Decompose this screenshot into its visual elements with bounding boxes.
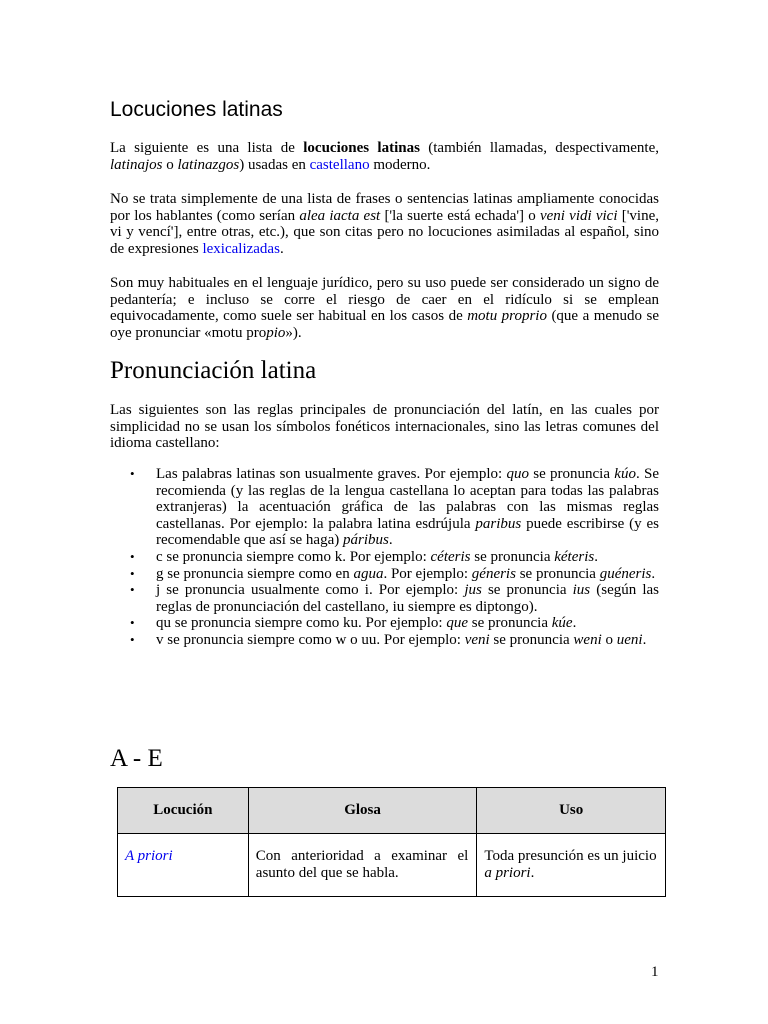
table-header-row — [118, 788, 666, 834]
text: No se trata simplemente de una lista de frases o sentencias latinas ampliamente conocidas por los hablantes (como serían — [110, 191, 659, 224]
text: o — [162, 156, 178, 173]
bullet-icon: • — [130, 565, 135, 581]
text: (también llamadas, despectivamente, — [419, 140, 659, 156]
table-row — [118, 834, 666, 897]
pronunciation-rules-list — [110, 466, 659, 649]
text: »). — [285, 324, 302, 341]
section-intro-paragraph — [110, 402, 659, 452]
text: Las palabras latinas son usualmente graves. Por ejemplo: — [156, 466, 507, 482]
italic-term: ueni — [616, 631, 643, 648]
italic-term: paribus — [475, 515, 522, 532]
italic-term: agua — [353, 565, 384, 582]
italic-term: pio — [266, 324, 286, 341]
italic-term: quo — [506, 466, 529, 482]
text: (que a menudo se oye pronunciar «motu pro — [110, 308, 659, 341]
section-heading-a-e: A - E — [110, 745, 163, 772]
text: moderno. — [369, 156, 431, 173]
column-header-glosa: Glosa — [248, 788, 477, 834]
list-item — [110, 466, 659, 549]
text: se pronuncia — [528, 466, 615, 482]
locuciones-table — [117, 787, 666, 897]
link-lexicalizadas[interactable]: lexicalizadas — [202, 240, 280, 257]
bullet-icon: • — [130, 548, 135, 564]
section-heading-pronunciacion: Pronunciación latina — [110, 357, 317, 384]
bold-term: locuciones latinas — [303, 140, 420, 156]
italic-term: jus — [464, 582, 482, 599]
text: v se pronuncia siempre como w o uu. Por ejemplo: — [156, 631, 465, 648]
text: . Se recomienda (y las reglas de la lengua castellana lo aceptan para todas las palabras extranjeras) la acentuación gráfica de las palabras con las mismas reglas castellanas. Por ejemplo: la palabra latina esdrújula — [156, 466, 660, 532]
italic-term: a priori — [484, 865, 531, 881]
bullet-icon: • — [130, 631, 135, 647]
text: . — [530, 865, 535, 881]
text: ) usadas en — [239, 156, 310, 173]
column-header-locucion: Locución — [118, 788, 249, 834]
text: La siguiente es una lista de — [110, 140, 304, 156]
italic-term: kúe — [551, 615, 573, 632]
italic-term: kúo — [614, 466, 636, 482]
paragraph-2 — [110, 191, 659, 257]
text: se pronuncia — [481, 582, 573, 599]
cell-glosa: Con anterioridad a examinar el asunto del que se habla. — [248, 834, 477, 897]
text: Toda presunción es un juicio — [484, 848, 657, 864]
italic-term: céteris — [430, 548, 471, 565]
list-item — [110, 582, 659, 615]
document-title: Locuciones latinas — [110, 98, 283, 121]
text: o — [601, 631, 617, 648]
text: . — [651, 565, 656, 582]
text: Son muy habituales en el lenguaje jurídico, pero su uso puede ser considerado un signo de pedantería; e incluso se corre el riesgo de caer en el ridículo si se emplean equivocadamente, como suele ser habitual en los casos de — [110, 275, 659, 325]
cell-uso — [477, 834, 666, 897]
text: j se pronuncia usualmente como i. Por ejemplo: — [156, 582, 465, 599]
text: . Por ejemplo: — [383, 565, 472, 582]
bullet-icon: • — [130, 582, 135, 598]
text: . — [388, 532, 393, 549]
text: . — [642, 631, 647, 648]
italic-term: alea iacta est — [299, 207, 381, 224]
text: se pronuncia — [489, 631, 574, 648]
text: . — [572, 615, 577, 632]
link-a-priori[interactable]: A priori — [125, 848, 173, 864]
list-item — [110, 549, 659, 566]
text: Las siguientes son las reglas principales de pronunciación del latín, en las cuales por simplicidad no se usan los símbolos fonéticos internacionales, sino las letras comunes del idioma castellano: — [110, 402, 659, 452]
text: qu se pronuncia siempre como ku. Por ejemplo: — [156, 615, 447, 632]
link-castellano[interactable]: castellano — [309, 156, 370, 173]
column-header-uso: Uso — [477, 788, 666, 834]
text: . — [594, 548, 598, 565]
italic-term: kéteris — [554, 548, 595, 565]
list-item — [110, 632, 659, 649]
italic-term: guéneris — [599, 565, 652, 582]
italic-term: latinajos — [110, 156, 163, 173]
italic-term: veni vidi vici — [539, 207, 618, 224]
italic-term: que — [446, 615, 469, 632]
paragraph-3 — [110, 275, 659, 341]
text: se pronuncia — [468, 615, 552, 632]
page-number: 1 — [651, 964, 659, 980]
bullet-icon: • — [130, 615, 135, 631]
text: ['vine, vi y vencí'], entre otras, etc.), que son citas pero no locuciones asimiladas al español, sino de expresiones — [110, 207, 659, 257]
italic-term: veni — [464, 631, 490, 648]
text: ['la suerte está echada'] o — [380, 207, 540, 224]
bullet-icon: • — [130, 466, 135, 481]
italic-term: motu proprio — [467, 308, 547, 325]
list-item — [110, 615, 659, 632]
text: . — [279, 240, 284, 257]
text: puede escribirse (y es recomendable que así se haga) — [156, 515, 659, 549]
cell-locucion — [118, 834, 249, 897]
text: g se pronuncia siempre como en — [156, 565, 354, 582]
text: (según las reglas de pronunciación del castellano, iu siempre es diptongo). — [156, 582, 659, 615]
text: c se pronuncia siempre como k. Por ejemplo: — [156, 548, 431, 565]
italic-term: páribus — [343, 532, 389, 549]
text: se pronuncia — [470, 548, 555, 565]
italic-term: géneris — [471, 565, 516, 582]
list-item — [110, 566, 659, 583]
italic-term: ius — [572, 582, 591, 599]
italic-term: weni — [573, 631, 602, 648]
intro-paragraph — [110, 140, 659, 173]
italic-term: latinazgos — [177, 156, 240, 173]
text: se pronuncia — [515, 565, 600, 582]
